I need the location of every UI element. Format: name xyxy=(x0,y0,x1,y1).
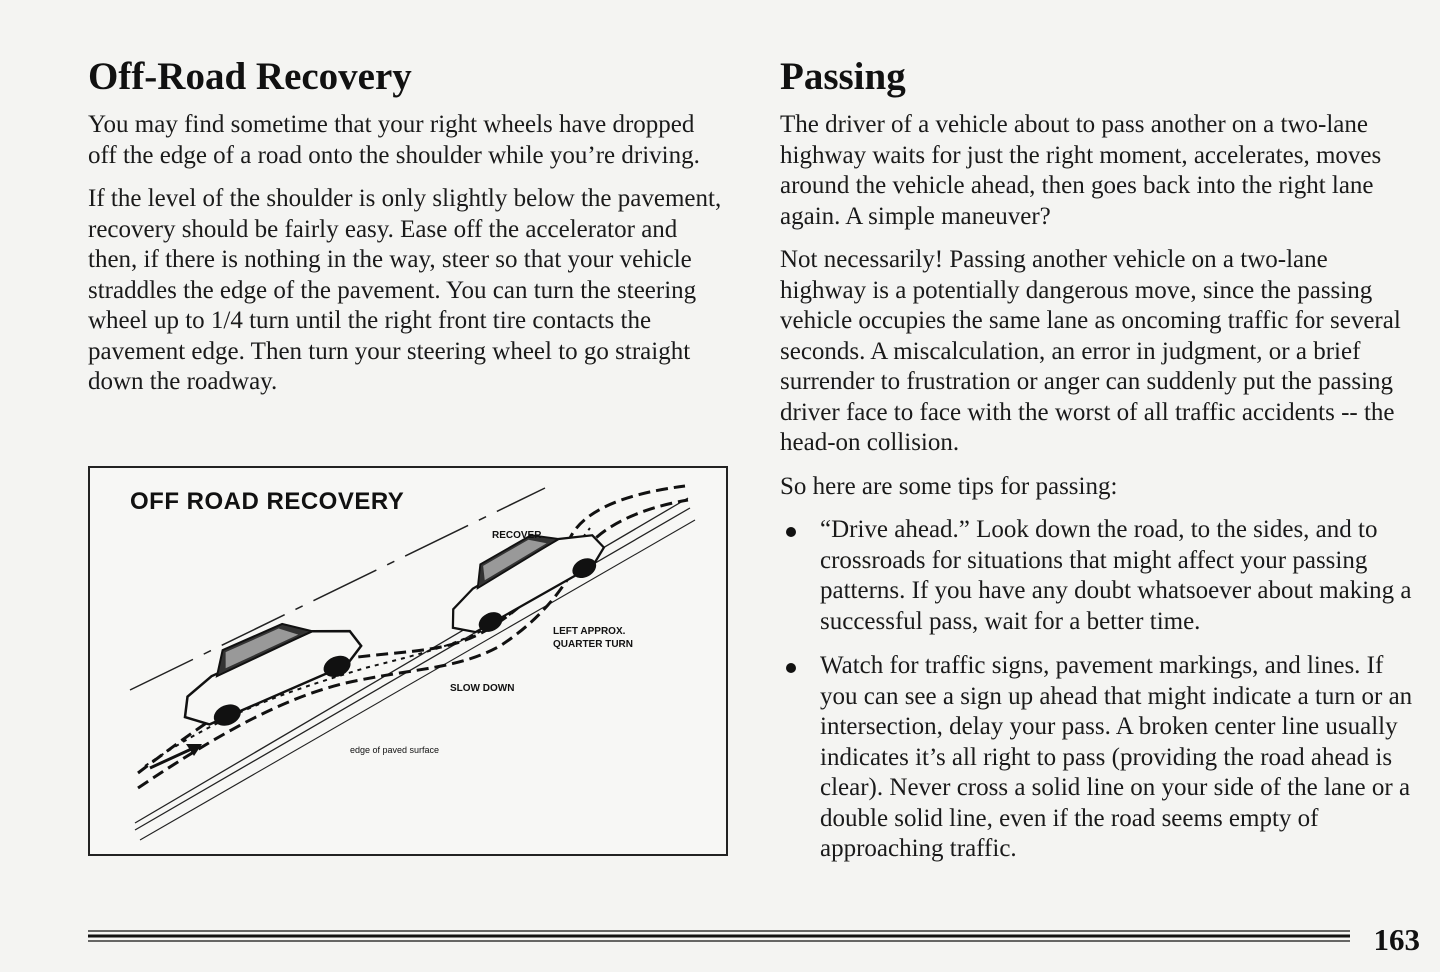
off-road-paragraph-2: If the level of the shoulder is only slightly below the pavement, recovery should be fairly easy. Ease off the accelerator and then, if there is nothing in the way, steer so that your vehicle straddles the edge of the pavement. You can turn the steering wheel up to 1/4 turn until the right front tire contacts the pavement edge. Then turn your steering wheel to go straight down the roadway. xyxy=(88,185,722,395)
slow-down-label: SLOW DOWN xyxy=(450,683,515,694)
left-turn-label-line1: LEFT APPROX. xyxy=(553,626,626,637)
edge-label: edge of paved surface xyxy=(350,745,440,755)
passing-paragraph-2: Not necessarily! Passing another vehicle on a two-lane highway is a potentially dangerous move, since the passing vehicle occupies the same lane as oncoming traffic for several seconds. A miscalculation, an error in judgment, or a brief surrender to frustration or anger can suddenly put the passing driver face to face with the worst of all traffic accidents -- the head-on collision. xyxy=(780,246,1401,456)
passing-heading: Passing xyxy=(780,55,906,98)
left-turn-label-line2: QUARTER TURN xyxy=(553,639,633,650)
tip-text: “Drive ahead.” Look down the road, to the sides, and to crossroads for situations that might affect your passing patterns. If you have any doubt whatsoever about making a successful pass, wait for a better time. xyxy=(820,516,1412,635)
pavement-edge-line xyxy=(135,498,688,823)
passing-tips-list xyxy=(780,515,1420,865)
off-road-paragraph-1: You may find sometime that your right wheels have dropped off the edge of a road onto the shoulder while you’re driving. xyxy=(88,111,700,169)
list-item xyxy=(780,515,1420,637)
left-column xyxy=(88,52,728,411)
bullet-icon xyxy=(786,663,796,673)
list-item xyxy=(780,651,1420,865)
passing-paragraph-3: So here are some tips for passing: xyxy=(780,472,1118,500)
off-road-recovery-heading: Off-Road Recovery xyxy=(88,55,412,98)
tip-text: Watch for traffic signs, pavement markings, and lines. If you can see a sign up ahead that might indicate a turn or an intersection, delay your pass. A broken center line usually indicates it’s all right to pass (providing the road ahead is clear). Never cross a solid line on your side of the lane or a double solid line, even if the road seems empty of approaching traffic. xyxy=(820,652,1413,862)
passing-paragraph-1: The driver of a vehicle about to pass another on a two-lane highway waits for just the right moment, accelerates, moves around the vehicle ahead, then goes back into the right lane again. A simple maneuver? xyxy=(780,111,1382,230)
page-number: 163 xyxy=(1373,922,1420,957)
figure-title: OFF ROAD RECOVERY xyxy=(130,488,405,515)
right-column xyxy=(780,52,1420,879)
recover-label: RECOVER xyxy=(492,530,542,541)
car-rear xyxy=(166,600,370,740)
bullet-icon xyxy=(786,527,796,537)
road-diagram xyxy=(90,468,726,854)
off-road-recovery-illustration xyxy=(88,466,728,856)
footer-rule xyxy=(88,928,1350,944)
